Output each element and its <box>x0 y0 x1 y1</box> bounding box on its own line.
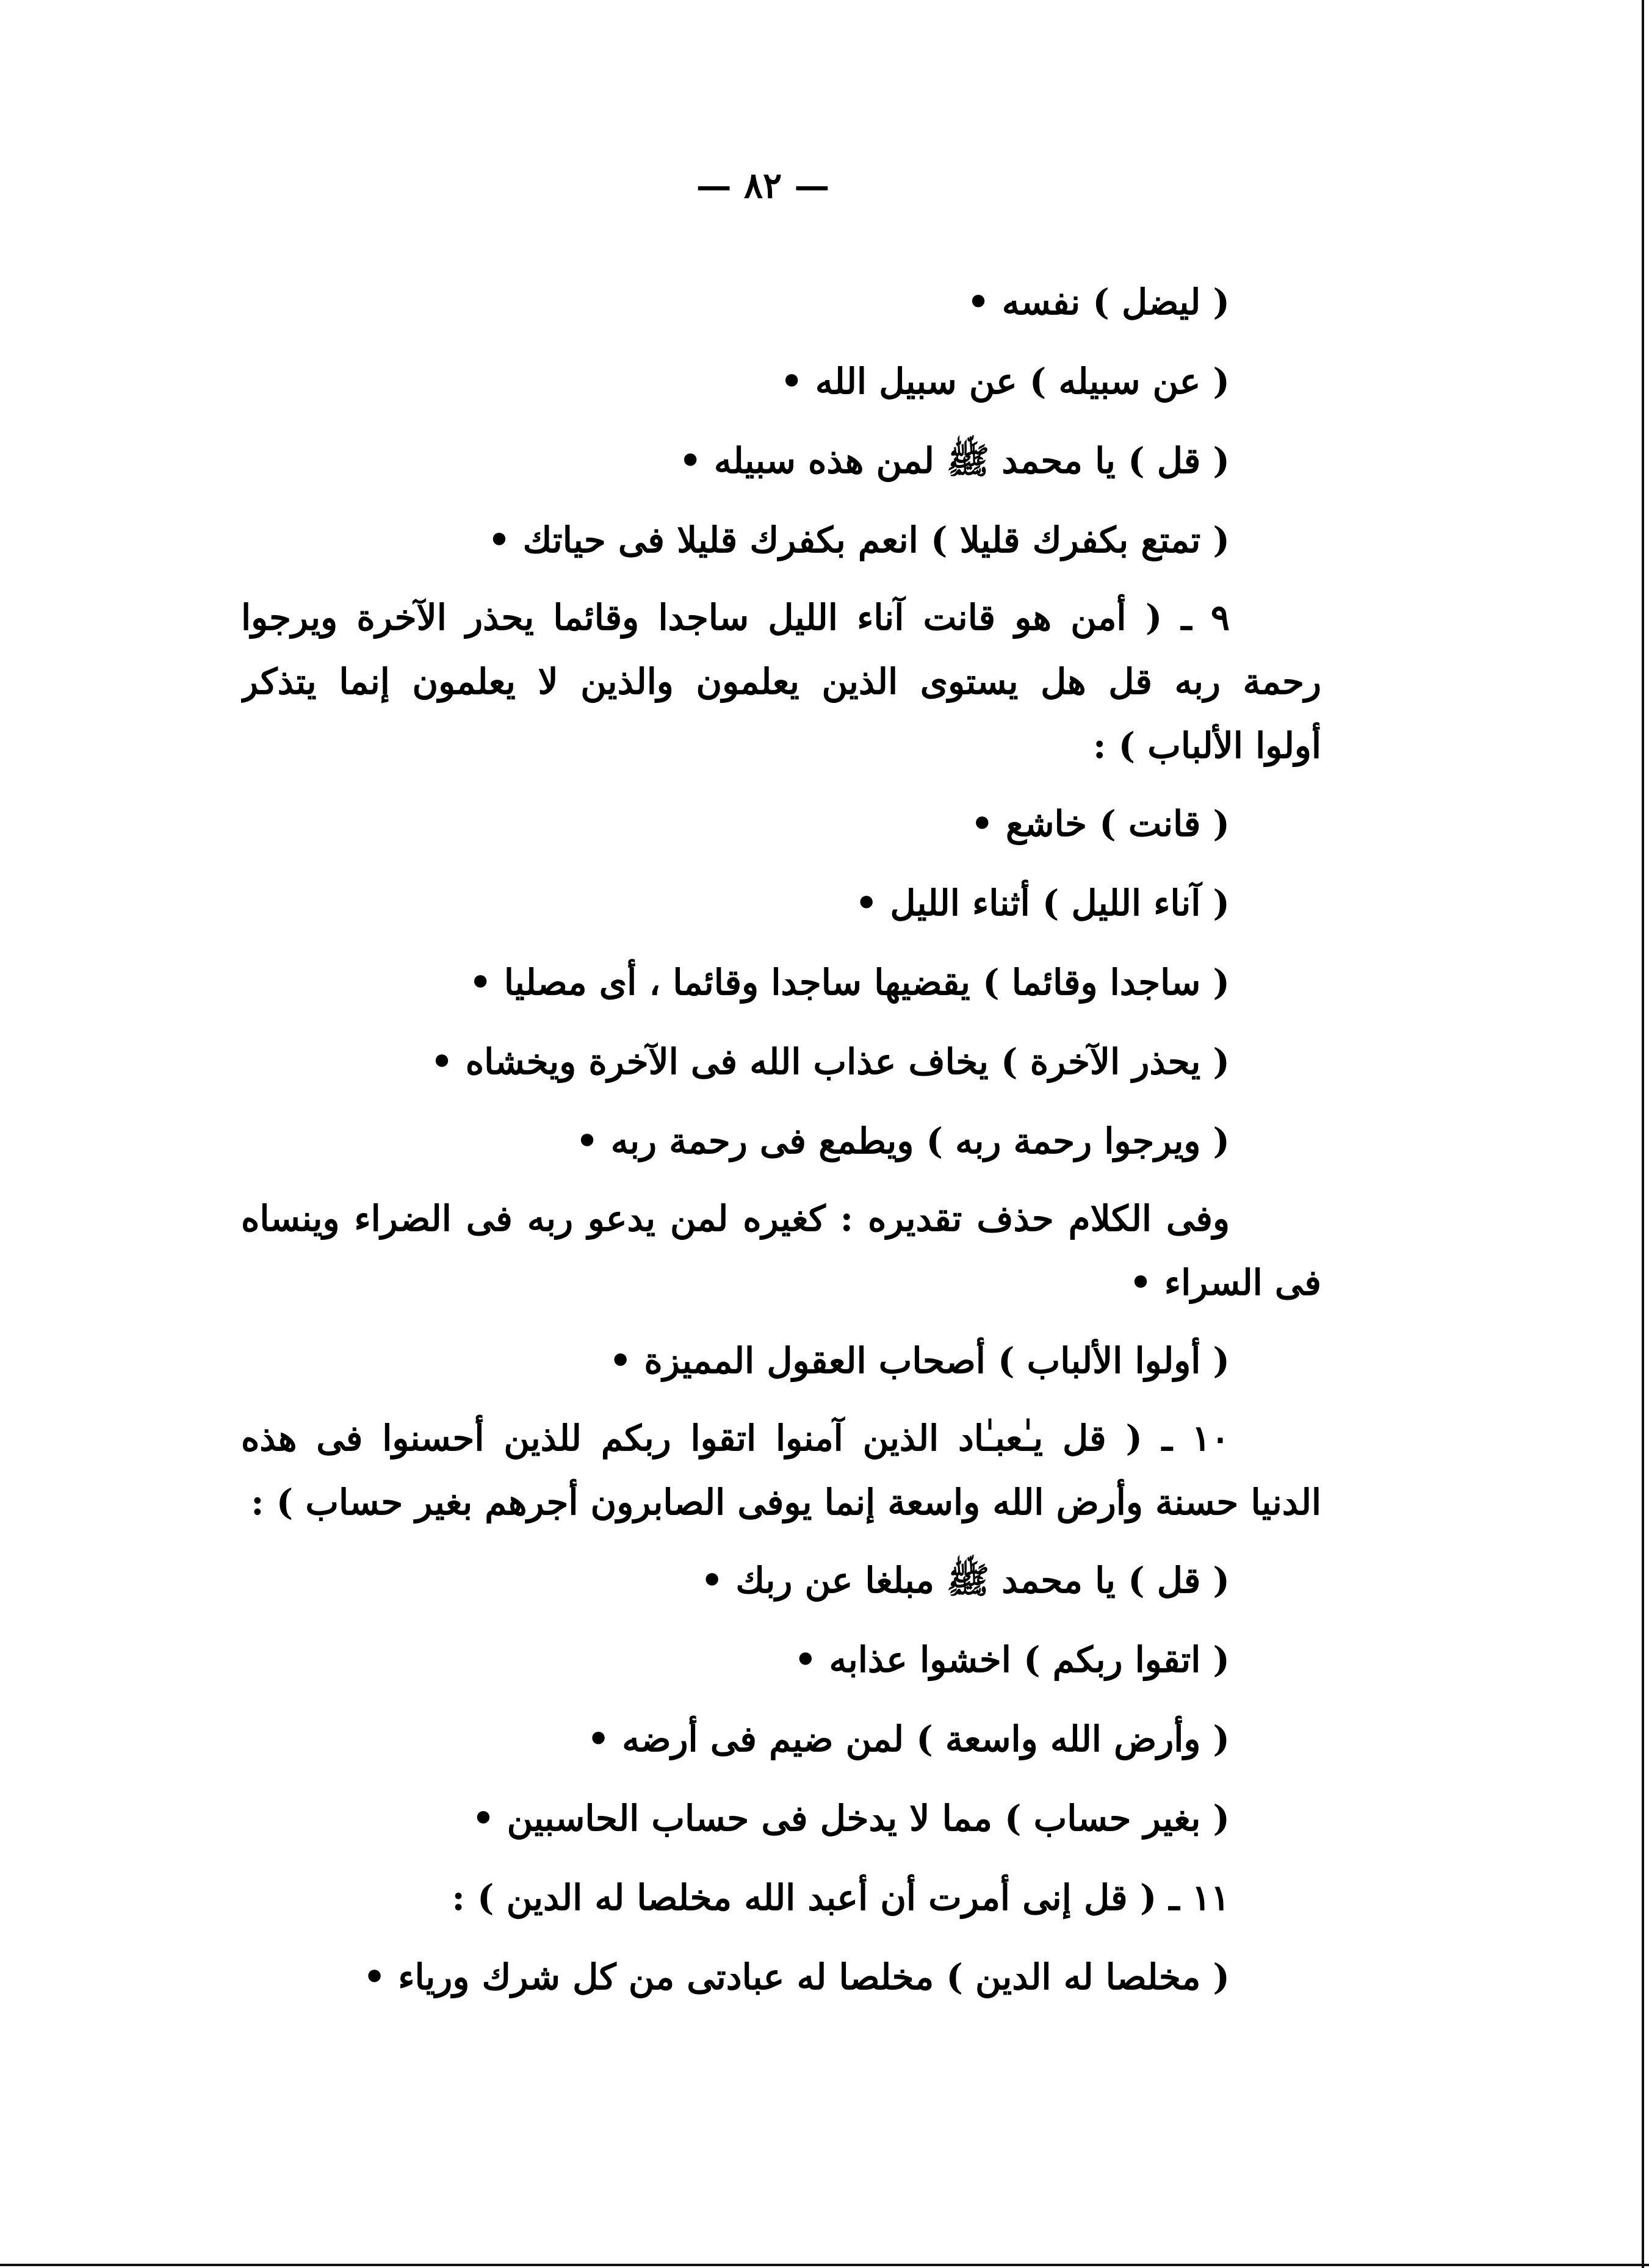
verse-line: رحمة ربه قل هل يستوى الذين يعلمون والذين لا يعلمون إنما يتذكر <box>241 661 1321 702</box>
verse-line: ٩ ـ ( أمن هو قانت آناء الليل ساجدا وقائما يحذر الآخرة ويرجوا <box>241 597 1230 638</box>
gloss-line: ( بغير حساب ) مما لا يدخل فى حساب الحاسبين • <box>472 1798 1230 1839</box>
verse-paragraph <box>241 1406 1321 1535</box>
page-body <box>241 262 1321 2017</box>
verse-line: أولوا الألباب ) : <box>1093 725 1321 766</box>
gloss-line: ( أولوا الألباب ) أصحاب العقول المميزة • <box>609 1340 1230 1381</box>
page-number: — ٨٢ — <box>696 165 830 206</box>
gloss-line: ( قل ) يا محمد ﷺ مبلغا عن ربك • <box>701 1560 1230 1601</box>
gloss-line: ( آناء الليل ) أثناء الليل • <box>855 882 1230 924</box>
note-line: فى السراء • <box>1129 1262 1321 1303</box>
gloss-line: ( مخلصا له الدين ) مخلصا له عبادتى من كل شرك ورياء • <box>363 1956 1230 1998</box>
gloss-line: ( قانت ) خاشع • <box>970 803 1230 844</box>
gloss-line: ( ويرجوا رحمة ربه ) ويطمع فى رحمة ربه • <box>576 1120 1230 1162</box>
note-paragraph <box>241 1187 1321 1315</box>
gloss-line: ( قل ) يا محمد ﷺ لمن هذه سبيله • <box>679 440 1230 481</box>
page-edge-bottom <box>0 2264 1649 2266</box>
verse-line: ١١ ـ ( قل إنى أمرت أن أعبد الله مخلصا له الدين ) : <box>452 1877 1230 1918</box>
gloss-line: ( ليضل ) نفسه • <box>967 281 1230 323</box>
gloss-line: ( ساجدا وقائما ) يقضيها ساجدا وقائما ، أى مصليا • <box>469 962 1230 1003</box>
note-line: وفى الكلام حذف تقديره : كغيره لمن يدعو ربه فى الضراء وينساه <box>241 1198 1230 1239</box>
gloss-line: ( تمتع بكفرك قليلا ) انعم بكفرك قليلا فى حياتك • <box>488 519 1230 561</box>
gloss-line: ( اتقوا ربكم ) اخشوا عذابه • <box>794 1639 1230 1680</box>
verse-line: الدنيا حسنة وأرض الله واسعة إنما يوفى الصابرون أجرهم بغير حساب ) : <box>251 1481 1321 1523</box>
gloss-line: ( وأرض الله واسعة ) لمن ضيم فى أرضه • <box>586 1718 1230 1760</box>
verse-line: ١٠ ـ ( قل يـٰعبـٰاد الذين آمنوا اتقوا ربكم للذين أحسنوا فى هذه <box>241 1417 1230 1459</box>
gloss-line: ( عن سبيله ) عن سبيل الله • <box>780 361 1230 402</box>
page-edge-right <box>1642 0 1644 2268</box>
verse-paragraph <box>241 586 1321 778</box>
gloss-line: ( يحذر الآخرة ) يخاف عذاب الله فى الآخرة ويخشاه • <box>430 1041 1230 1082</box>
